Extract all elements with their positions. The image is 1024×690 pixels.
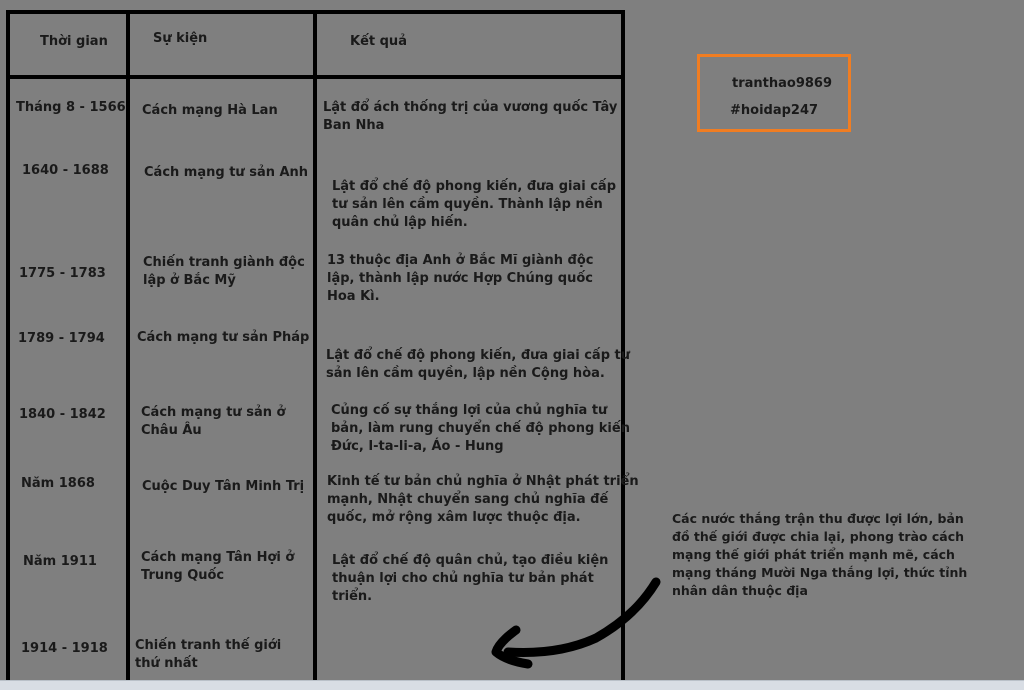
header-event: Sự kiện <box>153 31 208 46</box>
header-result: Kết quả <box>350 34 407 49</box>
row-6-result: Kinh tế tư bản chủ nghĩa ở Nhật phát triển mạnh, Nhật chuyển sang chủ nghĩa đế quốc, mở rộng xâm lược thuộc địa. <box>327 474 639 525</box>
side-note: Các nước thắng trận thu được lợi lớn, bản đồ thế giới được chia lại, phong trào cách mạng thế giới phát triển mạnh mẽ, cách mạng tháng Mười Nga thắng lợi, thức tỉnh nhân dân thuộc địa <box>672 511 968 598</box>
row-4-result: Lật đổ chế độ phong kiến, đưa giai cấp tư sản lên cầm quyền, lập nền Cộng hòa. <box>326 348 630 381</box>
row-4-event: Cách mạng tư sản Pháp <box>137 330 310 345</box>
row-2-event: Cách mạng tư sản Anh <box>144 165 309 180</box>
row-2-time: 1640 - 1688 <box>22 163 109 178</box>
row-1-result: Lật đổ ách thống trị của vương quốc Tây Ban Nha <box>323 100 618 133</box>
arrow-head <box>496 630 528 664</box>
row-1-event: Cách mạng Hà Lan <box>142 103 278 118</box>
row-3-time: 1775 - 1783 <box>19 266 106 281</box>
watermark-tag: #hoidap247 <box>730 103 819 118</box>
row-6-event: Cuộc Duy Tân Minh Trị <box>142 479 305 494</box>
arrow-shaft <box>508 582 656 652</box>
row-7-event: Cách mạng Tân Hợi ở Trung Quốc <box>141 550 295 583</box>
row-7-result: Lật đổ chế độ quân chủ, tạo điều kiện thuận lợi cho chủ nghĩa tư bản phát triển. <box>332 553 609 604</box>
row-8-time: 1914 - 1918 <box>21 641 108 656</box>
row-2-result: Lật đổ chế độ phong kiến, đưa giai cấp tư sản lên cầm quyền. Thành lập nền quân chủ lập hiến. <box>332 179 617 230</box>
row-1-time: Tháng 8 - 1566 <box>16 100 126 115</box>
row-5-time: 1840 - 1842 <box>19 407 106 422</box>
row-6-time: Năm 1868 <box>21 476 95 491</box>
header-time: Thời gian <box>40 34 108 49</box>
row-5-result: Củng cố sự thắng lợi của chủ nghĩa tư bản, làm rung chuyển chế độ phong kiến Đức, I-ta-li-a, Áo - Hung <box>331 403 630 454</box>
row-3-result: 13 thuộc địa Anh ở Bắc Mĩ giành độc lập, thành lập nước Hợp Chúng quốc Hoa Kì. <box>327 253 594 304</box>
row-3-event: Chiến tranh giành độc lập ở Bắc Mỹ <box>143 255 305 288</box>
watermark-user: tranthao9869 <box>732 76 833 91</box>
row-4-time: 1789 - 1794 <box>18 331 105 346</box>
row-7-time: Năm 1911 <box>23 554 97 569</box>
row-5-event: Cách mạng tư sản ở Châu Âu <box>141 405 286 438</box>
row-8-event: Chiến tranh thế giới thứ nhất <box>135 638 282 671</box>
